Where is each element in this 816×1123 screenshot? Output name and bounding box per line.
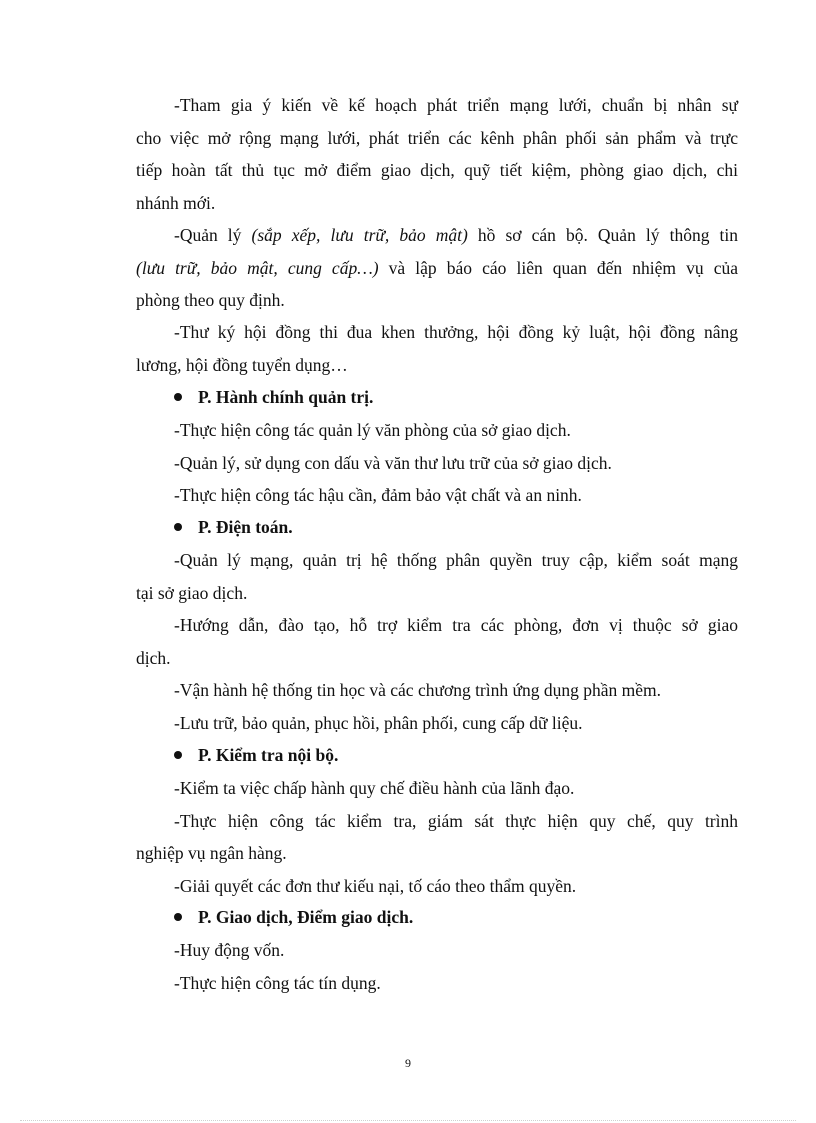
section-computing-items: [136, 544, 738, 739]
text-line: [136, 252, 738, 285]
bullet-icon: [174, 751, 182, 759]
heading-text: P. Giao dịch, Điểm giao dịch.: [198, 907, 414, 927]
heading-text: P. Kiểm tra nội bộ.: [198, 745, 339, 765]
text-line: -Hướng dẫn, đào tạo, hỗ trợ kiểm tra các phòng, đơn vị thuộc sở giao: [174, 615, 738, 635]
text-line: tại sở giao dịch.: [136, 582, 248, 603]
list-item: -Kiểm ta việc chấp hành quy chế điều hành của lãnh đạo.: [174, 778, 575, 798]
section-internal-audit-items: [136, 772, 738, 902]
text-run: -Quản lý: [174, 225, 252, 245]
section-transactions-items: [136, 934, 738, 999]
page-number: 9: [405, 1056, 411, 1070]
text-line: nhánh mới.: [136, 192, 216, 213]
list-item: -Thực hiện công tác hậu cần, đảm bảo vật chất và an ninh.: [174, 485, 582, 505]
list-item: -Huy động vốn.: [174, 940, 285, 960]
paragraph-council-secretary: [136, 316, 738, 381]
text-line: -Tham gia ý kiến về kế hoạch phát triển mạng lưới, chuẩn bị nhân sự: [174, 95, 738, 115]
section-heading-internal-audit: [174, 739, 338, 772]
bullet-icon: [174, 913, 182, 921]
text-line: phòng theo quy định.: [136, 290, 285, 310]
text-run: hồ sơ cán bộ. Quản lý thông tin: [467, 225, 739, 245]
paragraph-records-management: [136, 219, 738, 317]
footer-divider: [20, 1120, 796, 1121]
text-line: cho việc mở rộng mạng lưới, phát triển các kênh phân phối sản phẩm và trực: [136, 127, 738, 148]
heading-text: P. Điện toán.: [198, 517, 293, 537]
italic-run: (sắp xếp, lưu trữ, bảo mật): [251, 225, 468, 245]
text-line: -Thực hiện công tác kiểm tra, giám sát thực hiện quy chế, quy trình: [174, 810, 738, 831]
list-item: -Thực hiện công tác quản lý văn phòng của sở giao dịch.: [174, 420, 571, 440]
text-line: -Quản lý mạng, quản trị hệ thống phân quyền truy cập, kiểm soát mạng: [174, 550, 738, 570]
list-item: -Quản lý, sử dụng con dấu và văn thư lưu trữ của sở giao dịch.: [174, 452, 612, 473]
section-heading-computing: [174, 511, 293, 544]
list-item: -Vận hành hệ thống tin học và các chương trình ứng dụng phần mềm.: [174, 680, 661, 700]
text-line: -Thư ký hội đồng thi đua khen thưởng, hội đồng kỷ luật, hội đồng nâng: [174, 322, 738, 342]
heading-text: P. Hành chính quản trị.: [198, 387, 374, 407]
text-run: và lập báo cáo liên quan đến nhiệm vụ của: [378, 257, 738, 278]
section-heading-administration: [174, 381, 373, 414]
text-line: tiếp hoàn tất thủ tục mở điểm giao dịch, quỹ tiết kiệm, phòng giao dịch, chi: [136, 160, 738, 180]
section-heading-transactions: [174, 901, 413, 934]
bullet-icon: [174, 523, 182, 531]
text-line: [136, 219, 738, 252]
text-line: dịch.: [136, 647, 171, 668]
section-administration-items: [136, 414, 738, 512]
paragraph-network-development: [136, 89, 738, 219]
list-item: -Lưu trữ, bảo quản, phục hồi, phân phối, cung cấp dữ liệu.: [174, 712, 583, 733]
bullet-icon: [174, 393, 182, 401]
text-line: lương, hội đồng tuyển dụng…: [136, 354, 348, 375]
list-item: -Thực hiện công tác tín dụng.: [174, 972, 381, 993]
text-line: nghiệp vụ ngân hàng.: [136, 843, 287, 863]
italic-run: (lưu trữ, bảo mật, cung cấp…): [136, 257, 379, 278]
list-item: -Giải quyết các đơn thư kiếu nại, tố cáo theo thẩm quyền.: [174, 875, 577, 896]
